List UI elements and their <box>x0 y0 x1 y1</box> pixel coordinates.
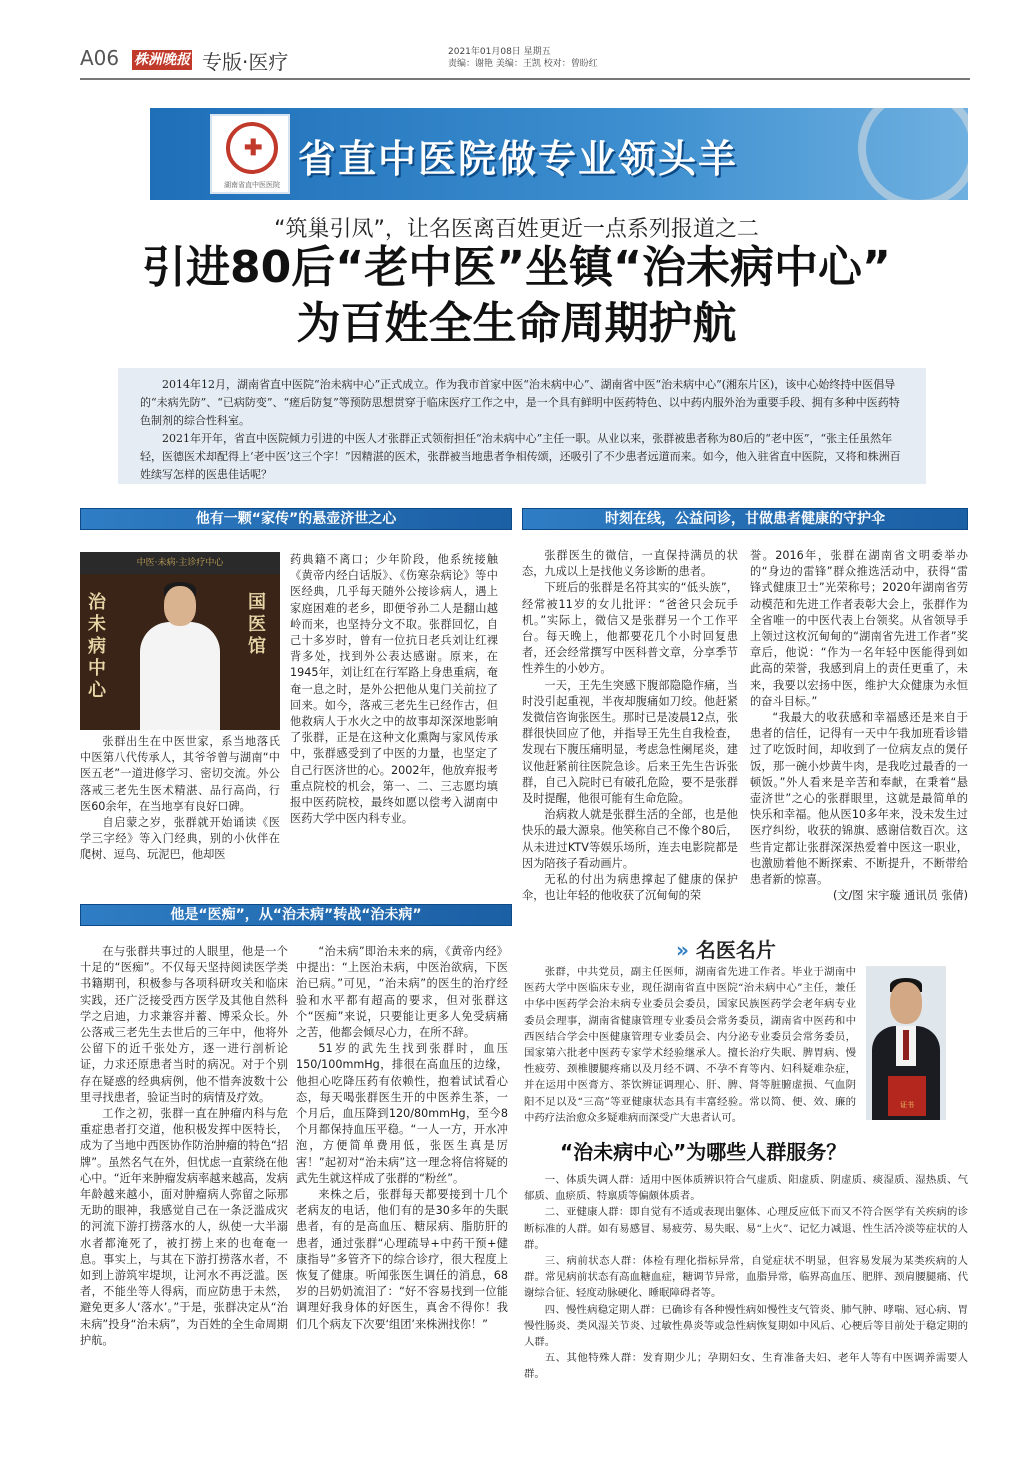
medical-cross-icon: ✚ <box>244 135 263 161</box>
head <box>890 982 922 1024</box>
s3-column-1 <box>80 944 288 1428</box>
certificate: 证书 <box>888 1076 926 1116</box>
byline: (文/图 宋宇璇 通讯员 张倩) <box>832 889 968 903</box>
services-question-title: “治未病中心”为哪些人群服务？ <box>560 1140 847 1164</box>
doctor-portrait <box>866 966 946 1120</box>
paragraph: “我最大的收获感和幸福感还是来自于患者的信任，记得有一天中午我加班看诊错过了吃饭时间，却收到了一位病友点的煲仔饭，那一碗小炒黄牛肉，是我吃过最香的一顿饭。”外人看来是辛苦和奉献，在秉着“悬壶济世”之心的张群眼里，这就是最简单的快乐和幸福。他从医10多年来，没未发生过医疗纠纷，收获的锦旗、感谢信数百次。这些肯定都让张群深深热爱着中医这一职业，也激励着他不断探索、不断提升，不断带给患者新的惊喜。 <box>750 711 968 887</box>
special-banner <box>150 108 968 200</box>
banner-title: 省直中医院做专业领头羊 <box>298 137 739 181</box>
paragraph: 自启蒙之岁，张群就开始诵读《医学三字经》等入门经典，别的小伙伴在爬树、逗鸟、玩泥巴，他却医 <box>80 816 280 862</box>
paragraph: 51岁的武先生找到张群时，血压150/100mmHg，排很在高血压的边缘，他担心吃降压药有依赖性，抱着试试看心态，每天喝张群医生开的中医养生茶，一个月后，血压降到120/80mmHg，至今8个月都保持血压平稳。“一人一方，开水冲泡，方便简单费用低，张医生真是厉害！”起初对“治未病”这一理念将信将疑的武先生就这样成了张群的“粉丝”。 <box>296 1042 508 1185</box>
editor-credits: 责编：谢艳 美编：王凯 校对：曾盼红 <box>448 59 598 69</box>
intro-paragraph: 2014年12月，湖南省直中医院“治未病中心”正式成立。作为我市首家中医“治未病中心”、湖南省中医“治未病中心”(湘东片区)，该中心始终持中医倡导的“未病先防”、“已病防变”、“瘥后防复”等预防思想贯穿于临床医疗工作之中，是一个具有鲜明中医药特色、以中药内服外治为重要手段、拥有多种中医药特色制剂的综合性科室。 <box>140 378 900 427</box>
paragraph: 工作之初，张群一直在肿瘤内科与危重症患者打交道，他积极发挥中医特长，成为了当地中西医协作防治肿瘤的特色“招牌”。虽然名气在外，但忧虑一直萦绕在他心中。“近年来肿瘤发病率越来越高，发病年龄越来越小，面对肿瘤病人弥留之际那无助的眼神，我感觉自己在一条泛滥成灾的河流下游打捞落水的人，纵使一大半溺水者都淹死了，被打捞上来的也奄奄一息。事实上，与其在下游打捞落水者，不如到上游筑牢堤坝，让河水不再泛滥。医者，不能坐等人得病，而应防患于未然，避免更多人‘落水’。”于是，张群决定从“治未病”投身“治未病”，为百姓的全生命周期护航。 <box>80 1107 288 1347</box>
page-number: A06 <box>80 46 120 70</box>
service-item: 五、其他特殊人群：发育期少儿；孕期妇女、生育准备夫妇、老年人等有中医调养需要人群。 <box>524 1352 968 1381</box>
tie <box>903 1030 909 1060</box>
paragraph: 张群医生的微信，一直保持满员的状态，九成以上是找他义务诊断的患者。 <box>522 549 738 579</box>
photo-vertical-left: 治未病中心 <box>88 592 106 701</box>
paragraph: 誉。2016年，张群在湖南省文明委举办的“身边的雷锋”群众推选活动中，获得“雷锋式健康卫士”光荣称号；2020年湖南省劳动模范和先进工作者表彰大会上，张群作为全省唯一的中医代表上台领奖。从省领导手上领过这枚沉甸甸的“湖南省先进工作者”奖章后，他说：“作为一名年轻中医能得到如此高的荣誉，我感到肩上的责任更重了，未来，我要以宏扬中医，维护大众健康为永恒的奋斗目标。” <box>750 549 968 708</box>
service-item: 三、病前状态人群：体检有理化指标异常，自觉症状不明显，但容易发展为某类疾病的人群。常见病前状态有高血糖血症，糖调节异常，血脂异常，临界高血压、肥胖、颈肩腰腿痛、代谢综合征、轻度动脉硬化、睡眠障碍者等。 <box>524 1255 968 1300</box>
headline-line-2: 为百姓全生命周期护航 <box>296 298 737 349</box>
section-heading-3: 他是“医痴”，从“治未病”转战“治未病” <box>80 904 512 926</box>
doctor-bio <box>524 964 856 1128</box>
section-heading-1: 他有一颗“家传”的悬壶济世之心 <box>80 508 512 530</box>
paragraph: 来株之后，张群每天都要接到十几个老病友的电话，他们有的是30多年的失眠患者，有的是高血压、糖尿病、脂肪肝的患者，通过张群“心理疏导+中药干预+健康指导”多管齐下的综合诊疗，很大程度上恢复了健康。听闻张医生调任的消息，68岁的吕奶奶流泪了：“好不容易找到一位能调理好我身体的好医生，真舍不得你！我们几个病友下次要‘组团’来株洲找你！” <box>296 1188 508 1331</box>
service-item: 一、体质失调人群：适用中医体质辨识符合气虚质、阳虚质、阴虚质、痰湿质、湿热质、气郁质、血瘀质、特禀质等偏颇体质者。 <box>524 1174 968 1203</box>
white-coat <box>140 622 220 730</box>
paragraph: 张群出生在中医世家，系当地落氏中医第八代传承人，其爷爷曾与湖南“中医五老”一道进修学习、密切交流。外公落戒三老先生医术精湛、品行高尚，行医60余年，在当地享有良好口碑。 <box>80 735 280 813</box>
head <box>164 586 196 626</box>
paragraph: 在与张群共事过的人眼里，他是一个十足的“医痴”。不仅每天坚持阅读医学类书籍期刊，积极参与各项科研攻关和临床实践，还广泛接受西方医学及其他自然科学之启迪，力求兼容并蓄、博采众长。外公落戒三老先生去世后的三年中，他将外公留下的近千张处方，逐一进行剖析论证，力求还原患者当时的病况。对于个别存在疑惑的经典病例，他不惜奔波数十公里寻找患者，验证当时的病情及疗效。 <box>80 945 288 1104</box>
headline <box>0 240 1033 352</box>
hospital-emblem <box>210 114 290 194</box>
section-name: 专版·医疗 <box>202 50 289 74</box>
famous-doctor-title: 名医名片 <box>695 938 776 962</box>
paragraph: “治未病”即治未来的病，《黄帝内经》中提出：“上医治未病，中医治欲病，下医治已病。”可见，“治未病”的医生的治疗经验和水平都有超高的要求，但对张群这个“医痴”来说，只要能让更多人免受病痛之苦，他都会倾尽心力，在所不辞。 <box>296 945 508 1040</box>
s3-column-2 <box>296 944 508 1428</box>
newspaper-logo: 株洲晚报 <box>134 52 190 68</box>
paragraph: 药典籍不离口；少年阶段，他系统接触《黄帝内经白话版》、《伤寒杂病论》等中医经典，几乎每天随外公接诊病人，遇上家庭困难的老乡，即便爷孙二人是翻山越岭而来，也坚持分文不取。张群回忆，自己十多岁时，曾有一位抗日老兵刘让红裸背多处，找到外公表达感谢。原来，在1945年，刘让红在行军路上身患重病，奄奄一息之时，是外公把他从鬼门关前拉了回来。如今，落戒三老先生已经作古，但他救病人于水火之中的故事却深深地影响了张群，正是在这种文化熏陶与家风传承中，张群感受到了中医的力量，也坚定了自己行医济世的心。2002年，他放弃报考重点院校的机会，第一、二、三志愿均填报中医药院校，最终如愿以偿考入湖南中医药大学中医内科专业。 <box>290 553 498 826</box>
series-subtitle: “筑巢引凤”，让名医离百姓更近一点系列报道之二 <box>274 217 759 242</box>
headline-line-1: 引进80后“老中医”坐镇“治未病中心” <box>142 242 891 293</box>
stethoscope-icon <box>858 108 968 200</box>
paragraph: 治病救人就是张群生活的全部，也是他快乐的最大源泉。他笑称自己不像个80后，从未进过KTV等娱乐场所，连去电影院都是因为陪孩子看动画片。 <box>522 808 738 870</box>
issue-meta <box>448 46 598 70</box>
masthead <box>80 44 970 80</box>
s2-column-1 <box>522 548 738 922</box>
intro-paragraph: 2021年开年，省直中医院倾力引进的中医人才张群正式领衔担任“治未病中心”主任一职。从业以来，张群被患者称为80后的“老中医”，“张主任虽然年轻，医德医术却配得上‘老中医’这三个字！”因精湛的医术，张群被当地患者争相传颂，还吸引了不少患者远道而来。如今，他入驻省直中医院，又将和株洲百姓续写怎样的医患佳话呢？ <box>140 432 901 481</box>
double-chevron-icon: » <box>676 938 689 962</box>
photo-sign: 中医·未病·主诊疗中心 <box>80 552 280 574</box>
paragraph: 无私的付出为病患撑起了健康的保护伞，也让年轻的他收获了沉甸甸的荣 <box>522 873 738 903</box>
emblem-caption: 湖南省直中医医院 <box>224 181 280 189</box>
paragraph: 张群，中共党员，副主任医师，湖南省先进工作者。毕业于湖南中医药大学中医临床专业，现任湖南省直中医院“治未病中心”主任，兼任中华中医药学会治未病专业委员会委员，国家民族医药学会老年病专业委员会理事，湖南省健康管理专业委员会常务委员，湖南省中医药和中西医结合学会中医健康管理专业委员会、内分泌专业委员会常务委员，国家第六批老中医药专家学术经验继承人。擅长治疗失眠、脾胃病、慢性疲劳、颈椎腰腿疼痛以及月经不调、不孕不育等内、妇科疑难杂症，并在运用中医膏方、茶饮辨证调理心、肝、脾、肾等脏腑虚损、气血阴阳不足以及“三高”等亚健康状态具有丰富经验。常以简、便、效、廉的中药疗法治愈众多疑难病而深受广大患者认可。 <box>524 966 856 1124</box>
s2-column-2 <box>750 548 968 922</box>
services-list <box>524 1172 968 1440</box>
paragraph: 下班后的张群是名符其实的“低头族”，经常被11岁的女儿批评：“爸爸只会玩手机。”实际上，微信又是张群另一个工作平台。每天晚上，他都要花几个小时回复患者，还会经常撰写中医科普文章，分享季节性养生的小妙方。 <box>522 581 738 676</box>
service-item: 四、慢性病稳定期人群：已确诊有各种慢性病如慢性支气管炎、肺气肿、哮喘、冠心病、胃慢性肠炎、类风湿关节炎、过敏性鼻炎等或急性病恢复期如中风后、心梗后等目前处于稳定期的人群。 <box>524 1303 968 1349</box>
s1-column-2 <box>290 552 498 878</box>
section-heading-2: 时刻在线，公益问诊，甘做患者健康的守护伞 <box>522 508 968 530</box>
s1-column-1 <box>80 734 280 878</box>
paragraph: 一天，王先生突感下腹部隐隐作痛，当时没引起重视，半夜却腹痛如刀绞。他赶紧发微信咨询张医生。那时已是凌晨12点，张群很快回应了他，并指导王先生自我检查，发现右下腹压痛明显，考虑急性阑尾炎，建议他赶紧前往医院急诊。后来王先生告诉张群，自己入院时已有破孔危险，要不是张群及时提醒，他很可能有生命危险。 <box>522 678 738 806</box>
famous-doctor-heading <box>676 934 776 963</box>
doctor-clinic-photo <box>80 552 280 730</box>
service-item: 二、亚健康人群：即自觉有不适或表现出躯体、心理反应低下而又不符合医学有关疾病的诊断标准的人群。如有易感冒、易疲劳、易失眠、易“上火”、记忆力减退、性生活冷淡等症状的人群。 <box>524 1206 968 1251</box>
intro-box <box>118 368 926 484</box>
issue-date: 2021年01月08日 星期五 <box>448 47 551 57</box>
photo-vertical-right: 国医馆 <box>248 592 266 657</box>
